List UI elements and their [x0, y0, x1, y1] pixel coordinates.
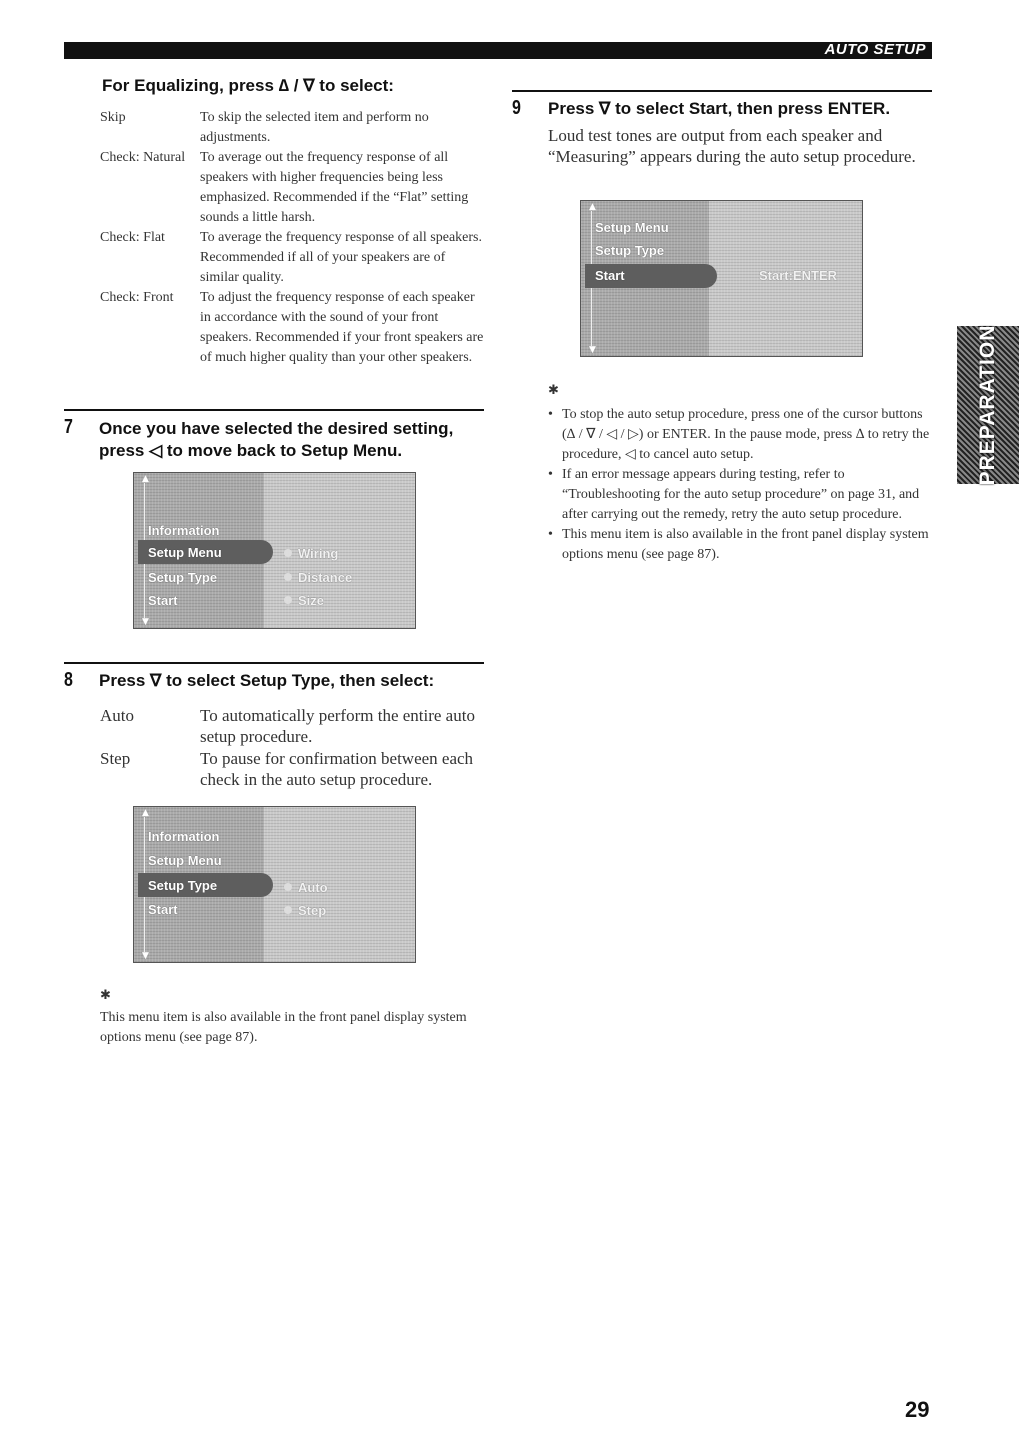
header-bar	[64, 42, 932, 59]
osd-item-information: Information	[148, 523, 220, 538]
step8-title: Press ∇ to select Setup Type, then select:	[99, 671, 435, 690]
osd-right-item: Start:ENTER	[759, 268, 838, 283]
tip-icon: ✱	[100, 988, 111, 1003]
osd-right-item: Auto	[284, 880, 328, 895]
option-desc: To automatically perform the entire auto setup procedure.	[200, 706, 475, 746]
setup-menu-screen: ▲ ▼ Information Setup Menu Setup Type Start Wiring Distance Size	[133, 472, 416, 629]
option-desc: To pause for confirmation between each check in the auto setup procedure.	[200, 749, 474, 789]
option-desc: To skip the selected item and perform no adjustments.	[200, 110, 429, 145]
tip-icon: ✱	[548, 383, 559, 398]
setup-type-options	[100, 705, 490, 795]
step8-rule	[64, 662, 484, 664]
osd-item-start: Start	[148, 593, 178, 608]
section-side-tab	[957, 326, 1019, 484]
equalizing-options	[100, 108, 490, 388]
option-desc: To adjust the frequency response of each speaker in accordance with the sound of your front speakers. Recommended if your front speakers are of much higher quality than your other speakers.	[200, 290, 484, 365]
step7-number: 7	[64, 416, 73, 438]
list-item: • To stop the auto setup procedure, press one of the cursor buttons (∆ / ∇ / ◁ / ▷) or ENTER. In the pause mode, press ∆ to retry the procedure, ◁ to cancel auto setup.	[548, 405, 933, 465]
option-term: Skip	[100, 110, 126, 125]
osd-item-start: Start	[148, 902, 178, 917]
step9-rule	[512, 90, 932, 92]
option-desc: To average the frequency response of all speakers. Recommended if all of your speakers are of similar quality.	[200, 230, 483, 285]
step9-title: Press ∇ to select Start, then press ENTER.	[548, 99, 891, 118]
page-number: 29	[905, 1397, 930, 1422]
equalizing-heading: For Equalizing, press ∆ / ∇ to select:	[102, 76, 394, 95]
osd-right-item: Size	[284, 593, 324, 608]
osd-item-setup-menu: Setup Menu	[148, 853, 222, 868]
start-screen: ▲ ▼ Setup Menu Setup Type Start Start:ENTER	[580, 200, 863, 357]
osd-item-information: Information	[148, 829, 220, 844]
step9-tips	[548, 405, 933, 565]
step7-title: Once you have selected the desired setting, press ◁ to move back to Setup Menu.	[99, 419, 454, 460]
osd-item-setup-menu: Setup Menu	[148, 545, 222, 560]
section-title: AUTO SETUP	[824, 41, 926, 58]
option-term: Check: Front	[100, 290, 174, 305]
option-term: Check: Natural	[100, 150, 186, 165]
setup-type-screen: ▲ ▼ Information Setup Menu Setup Type Start Auto Step	[133, 806, 416, 963]
step8-tip: This menu item is also available in the front panel display system options menu (see page 87).	[100, 1010, 467, 1045]
step9-number: 9	[512, 97, 521, 119]
option-desc: To average out the frequency response of all speakers with higher frequencies being less emphasized. Recommended if the “Flat” setting sounds a little harsh.	[200, 150, 469, 225]
osd-item-setup-menu: Setup Menu	[595, 220, 669, 235]
osd-right-item: Wiring	[284, 546, 338, 561]
option-term: Auto	[100, 706, 134, 725]
side-tab-label: PREPARATION	[976, 324, 999, 486]
osd-item-setup-type: Setup Type	[595, 243, 665, 258]
option-term: Check: Flat	[100, 230, 165, 245]
osd-right-item: Step	[284, 903, 326, 918]
step7-rule	[64, 409, 484, 411]
option-term: Step	[100, 749, 131, 768]
osd-item-setup-type: Setup Type	[148, 878, 218, 893]
list-item: • This menu item is also available in the front panel display system options menu (see page 87).	[548, 525, 933, 565]
step8-number: 8	[64, 669, 73, 691]
osd-item-start: Start	[595, 268, 625, 283]
list-item: • If an error message appears during testing, refer to “Troubleshooting for the auto setup procedure” on page 31, and after carrying out the remedy, retry the auto setup procedure.	[548, 465, 933, 525]
osd-right-item: Distance	[284, 570, 352, 585]
osd-item-setup-type: Setup Type	[148, 570, 218, 585]
step9-body: Loud test tones are output from each speaker and “Measuring” appears during the auto setup procedure.	[548, 126, 916, 166]
